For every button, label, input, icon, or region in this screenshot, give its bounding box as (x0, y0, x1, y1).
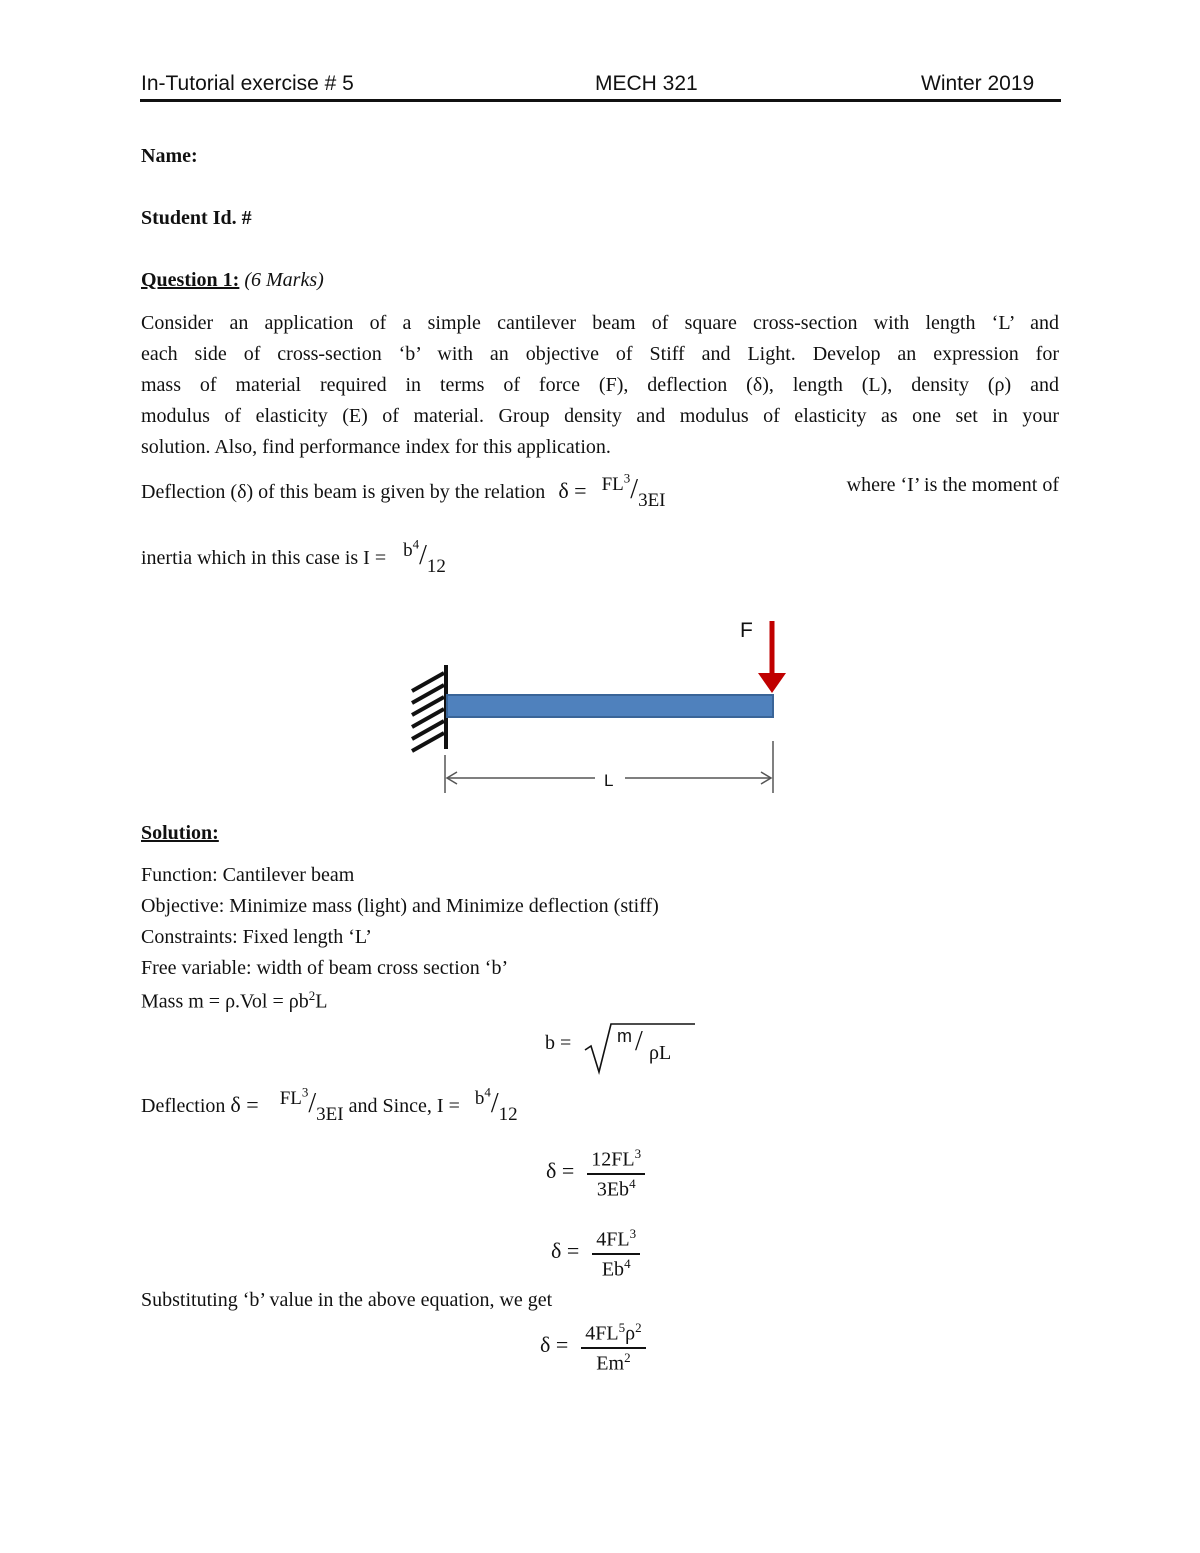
header-rule (140, 99, 1061, 102)
force-arrow (758, 621, 786, 693)
num-text: b (474, 1088, 485, 1109)
eq2-num: 4FL (596, 1228, 630, 1251)
since-text: and Since, I = (348, 1095, 460, 1117)
name-label: Name: (141, 145, 198, 167)
problem-line: modulus of elasticity (E) of material. Group density and modulus of elasticity as one set in your (141, 405, 1059, 427)
delta-equals: δ = (230, 1092, 259, 1117)
solution-constraints: Constraints: Fixed length ‘L’ (141, 926, 372, 948)
substituting-text: Substituting ‘b’ value in the above equation, we get (141, 1289, 553, 1311)
problem-line: solution. Also, find performance index for this application. (141, 436, 611, 458)
eq1-den-exp: 4 (629, 1175, 636, 1191)
student-id-label: Student Id. # (141, 207, 252, 229)
num-exp: 3 (301, 1084, 309, 1100)
slash-glyph: / (635, 1026, 643, 1057)
header-center: MECH 321 (595, 72, 698, 95)
num-text: FL (279, 1088, 302, 1109)
b-eq-num: m (617, 1026, 632, 1046)
deflection-suffix: where ‘I’ is the moment of (846, 474, 1059, 496)
beam (447, 695, 773, 717)
solution-title: Solution: (141, 822, 219, 844)
eq3-fraction (581, 1320, 645, 1375)
equation-1 (546, 1146, 645, 1201)
num-exp: 3 (623, 470, 631, 486)
cantilever-figure (400, 605, 800, 805)
eq3-num-exp-a: 5 (618, 1320, 626, 1335)
length-label: L (604, 771, 614, 790)
question-heading (141, 269, 324, 292)
eq3-num-a: 4FL (585, 1322, 619, 1345)
equation-3 (540, 1320, 646, 1375)
fl3-over-3ei: $FL^3/3EI$ (601, 470, 666, 511)
header-left: In-Tutorial exercise # 5 (141, 72, 354, 95)
eq1-lhs: δ = (546, 1158, 575, 1184)
eq2-den-exp: 4 (624, 1255, 631, 1271)
b4-over-12: $b^4/12$ (474, 1084, 518, 1125)
mass-exp: 2 (308, 988, 316, 1003)
eq2-fraction (592, 1226, 640, 1281)
eq2-lhs: δ = (551, 1238, 580, 1264)
solution-free-variable: Free variable: width of beam cross section ‘b’ (141, 957, 509, 979)
den-text: 12 (498, 1104, 518, 1125)
mass-equation (141, 988, 327, 1014)
eq2-num-exp: 3 (629, 1226, 637, 1241)
deflection-word: Deflection (141, 1095, 226, 1117)
eq3-den: Em (596, 1352, 625, 1375)
eq3-lhs: δ = (540, 1332, 569, 1358)
solution-function: Function: Cantilever beam (141, 864, 355, 886)
num-text: FL (601, 474, 624, 495)
eq3-num-exp-b: 2 (635, 1320, 642, 1335)
fixed-support-hatch (412, 665, 446, 751)
problem-line: each side of cross-section ‘b’ with an objective of Stiff and Light. Develop an expression for (141, 343, 1059, 365)
header-right: Winter 2019 (921, 72, 1035, 95)
force-label: F (740, 619, 753, 642)
eq1-num: 12FL (591, 1148, 635, 1171)
num-exp: 4 (412, 536, 420, 552)
deflection-since-line (141, 1084, 518, 1125)
eq1-den: 3Eb (596, 1178, 630, 1201)
b4-over-12: $b^4/12$ (403, 536, 446, 577)
question-title: Question 1: (141, 269, 240, 291)
question-marks: (6 Marks) (244, 269, 324, 291)
inertia-relation (141, 536, 446, 577)
problem-line: Consider an application of a simple cantilever beam of square cross-section with length ‘L’ and (141, 312, 1059, 334)
eq1-fraction (587, 1146, 645, 1201)
fl3-over-3ei: $FL^3/3EI$ (279, 1084, 344, 1125)
problem-statement (141, 308, 1059, 463)
num-text: b (403, 540, 413, 561)
eq2-den: Eb (601, 1258, 625, 1281)
eq1-num-exp: 3 (634, 1146, 642, 1161)
num-exp: 4 (484, 1084, 491, 1100)
b-eq-lhs: b = (545, 1032, 572, 1054)
mass-suffix: L (315, 990, 328, 1013)
den-text: 3EI (316, 1104, 344, 1125)
inertia-prefix: inertia which in this case is I = (141, 547, 387, 569)
solution-objective: Objective: Minimize mass (light) and Minimize deflection (stiff) (141, 895, 659, 917)
den-text: 3EI (638, 490, 666, 511)
den-text: 12 (426, 556, 446, 577)
deflection-prefix: Deflection (δ) of this beam is given by the relation (141, 481, 546, 503)
eq3-num-b: ρ (625, 1322, 636, 1345)
deflection-relation (141, 470, 1059, 511)
eq3-den-exp: 2 (624, 1349, 631, 1365)
delta-equals: δ = (558, 478, 587, 503)
equation-2 (551, 1226, 640, 1281)
problem-line: mass of material required in terms of force (F), deflection (δ), length (L), density (ρ) and (141, 374, 1059, 396)
mass-prefix: Mass m = ρ.Vol = ρb (141, 990, 309, 1013)
b-eq-den: ρL (649, 1042, 672, 1064)
b-equation (545, 1020, 672, 1064)
